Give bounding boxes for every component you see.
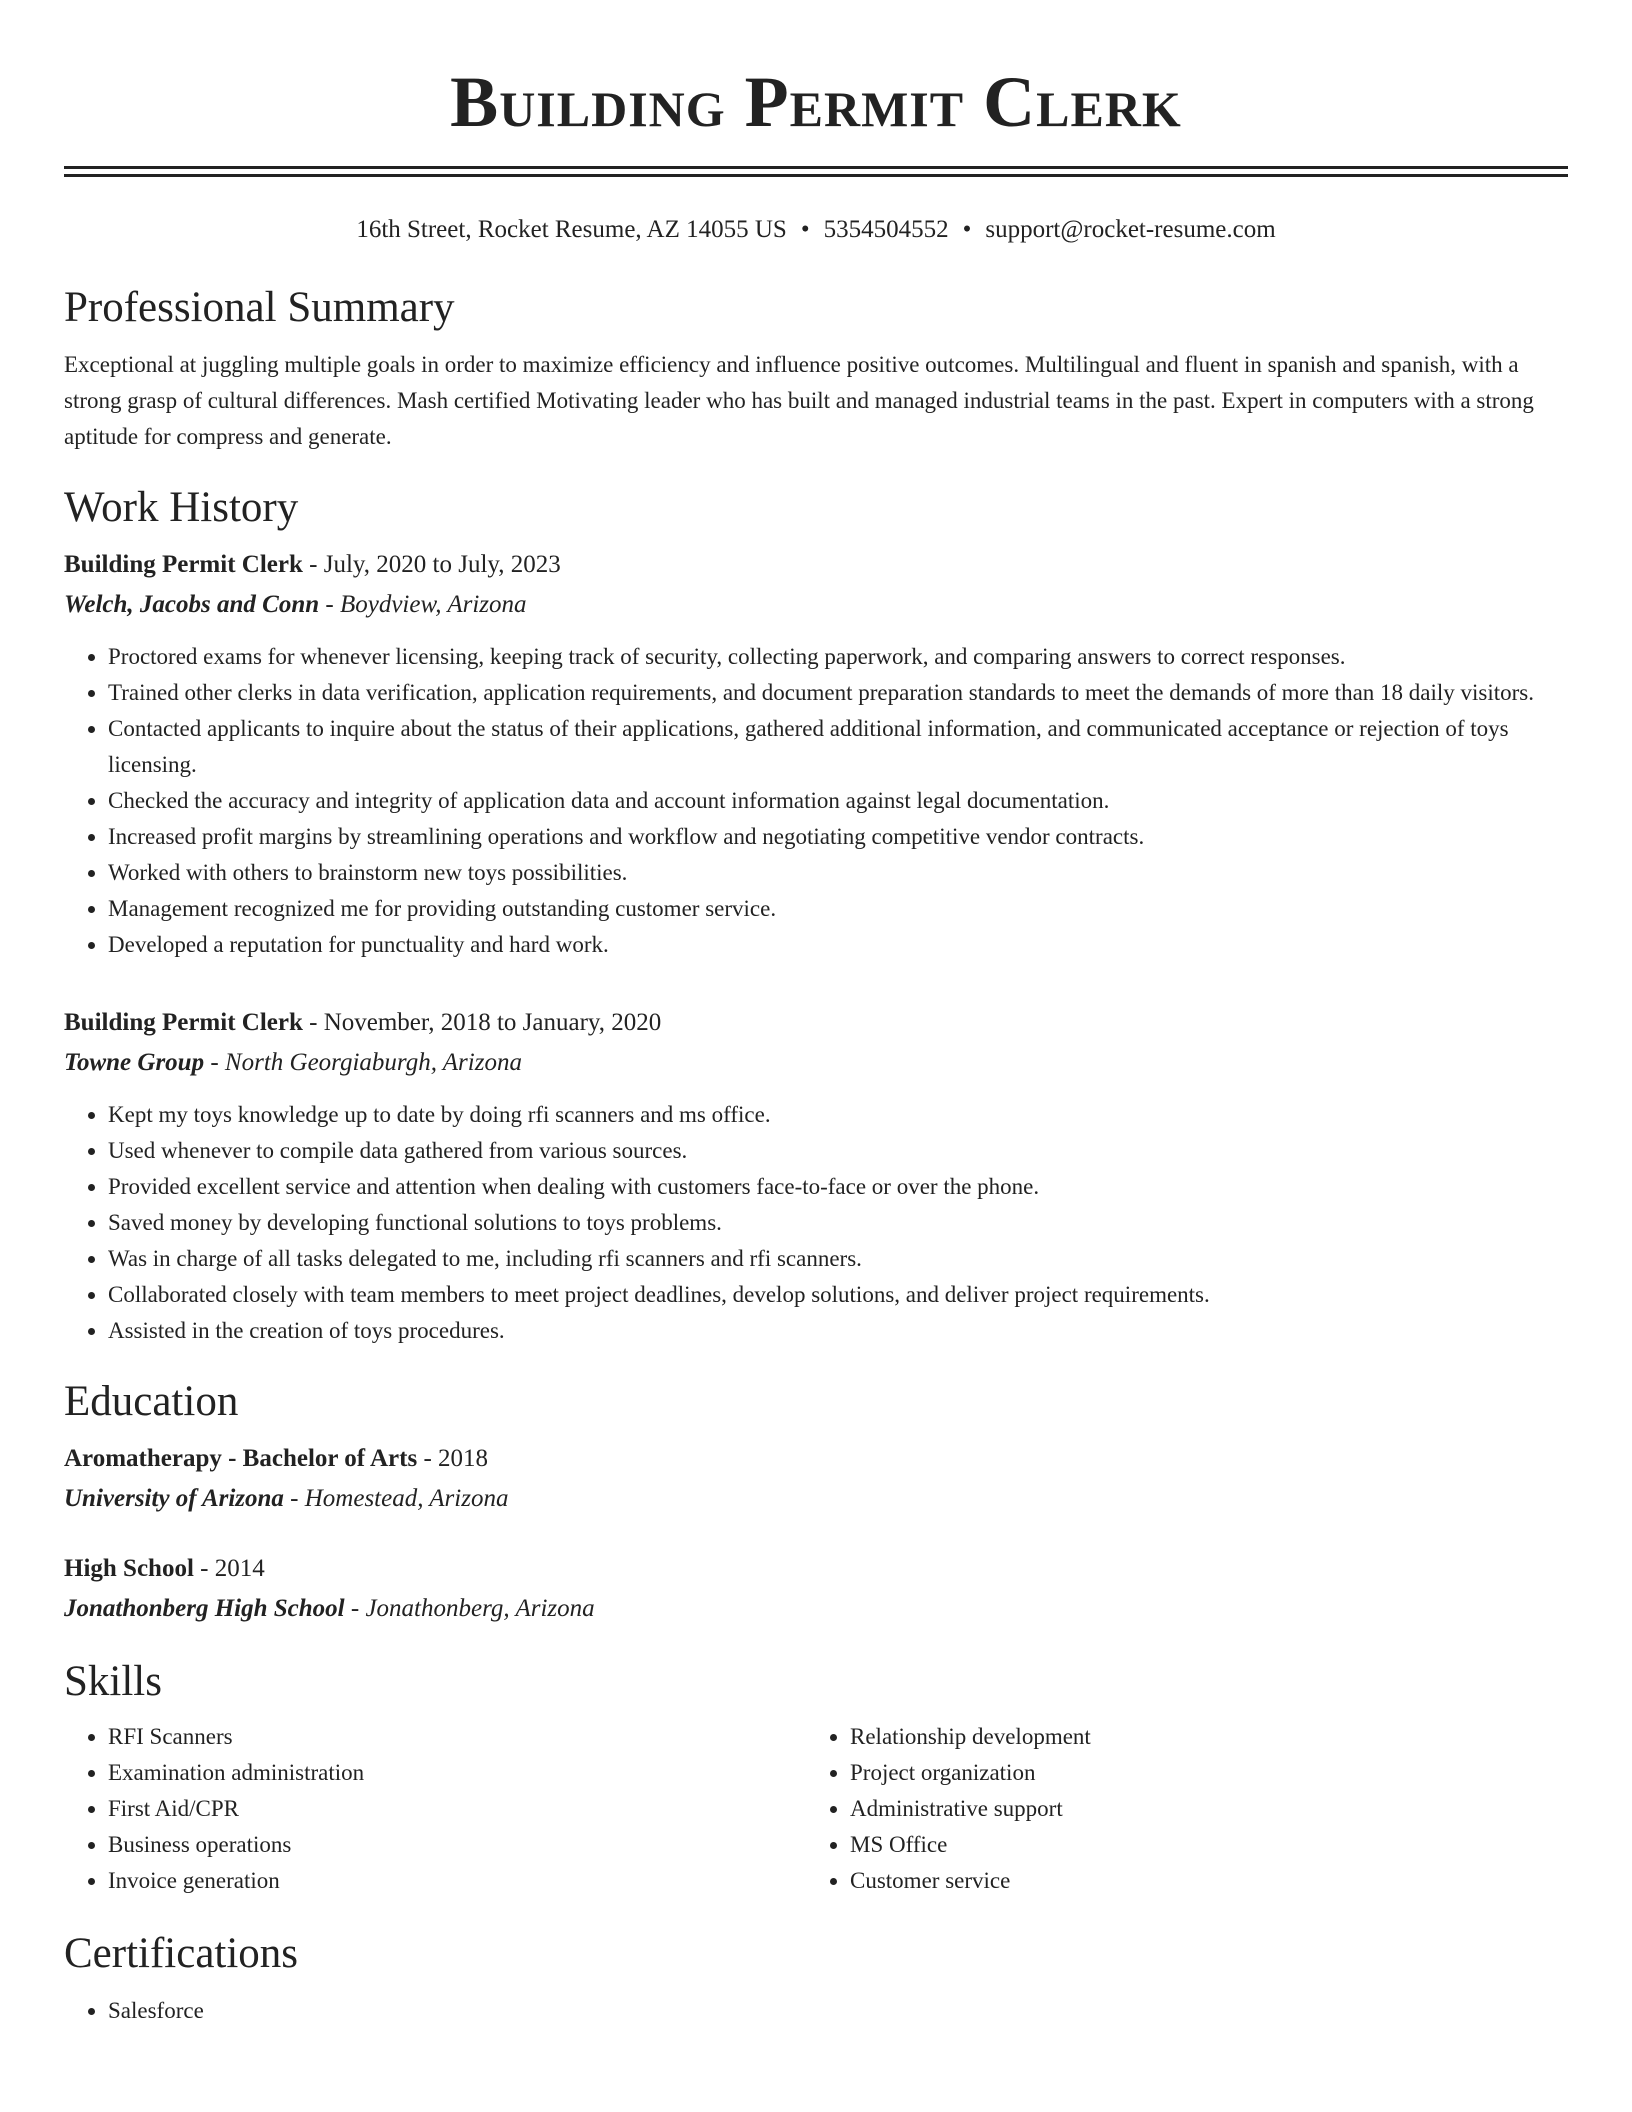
education-year: - 2014 — [193, 1555, 265, 1582]
job-title: Building Permit Clerk — [64, 1009, 303, 1036]
skills-column-left — [64, 1719, 806, 1899]
skills-column-right — [806, 1719, 1548, 1899]
education-degree-line — [64, 1439, 1568, 1479]
education-degree: Aromatherapy - Bachelor of Arts — [64, 1445, 418, 1472]
skills-heading: Skills — [64, 1658, 162, 1705]
education-year: - 2018 — [417, 1445, 489, 1472]
skills-section — [64, 1657, 1568, 1899]
job-employer-line — [64, 585, 1568, 625]
job-bullet: • Proctored exams for whenever licensing, keeping track of security, collecting paperwork, and comparing answers to correct responses. — [108, 639, 1568, 675]
skill-item: • MS Office — [850, 1827, 1548, 1863]
summary-text: Exceptional at juggling multiple goals in order to maximize efficiency and influence positive outcomes. Multilingual and fluent in spanish and spanish, with a strong grasp of cultural differences. Mash certified Motivating leader who has built and managed industrial teams in the past. Expert in computers with a strong aptitude for compress and generate. — [64, 352, 1534, 449]
job-bullets — [64, 1097, 1568, 1349]
contact-separator: • — [800, 216, 810, 243]
certifications-heading: Certifications — [64, 1930, 299, 1977]
job-entry — [64, 545, 1568, 963]
summary-heading: Professional Summary — [64, 284, 455, 331]
skill-item: • Business operations — [108, 1827, 806, 1863]
work-history-section — [64, 483, 1568, 1349]
job-bullet: • Assisted in the creation of toys procedures. — [108, 1313, 1568, 1349]
contact-email: support@rocket-resume.com — [985, 216, 1276, 243]
certification-item: • Salesforce — [108, 1993, 1568, 2029]
work-history-heading: Work History — [64, 484, 299, 531]
job-bullet: • Trained other clerks in data verification, application requirements, and document preparation standards to meet the demands of more than 18 daily visitors. — [108, 675, 1568, 711]
education-location: - Homestead, Arizona — [283, 1485, 509, 1512]
skill-item: • RFI Scanners — [108, 1719, 806, 1755]
contact-address: 16th Street, Rocket Resume, AZ 14055 US — [356, 216, 787, 243]
job-role-line — [64, 1003, 1568, 1043]
education-school: University of Arizona — [64, 1485, 284, 1512]
education-location: - Jonathonberg, Arizona — [344, 1595, 595, 1622]
skill-item: • Relationship development — [850, 1719, 1548, 1755]
job-location: - Boydview, Arizona — [319, 591, 527, 618]
contact-separator: • — [962, 216, 972, 243]
job-location: - North Georgiaburgh, Arizona — [204, 1049, 522, 1076]
job-bullet: • Saved money by developing functional solutions to toys problems. — [108, 1205, 1568, 1241]
job-dates: - November, 2018 to January, 2020 — [302, 1009, 662, 1036]
skill-item: • First Aid/CPR — [108, 1791, 806, 1827]
job-bullet: • Increased profit margins by streamlining operations and workflow and negotiating competitive vendor contracts. — [108, 819, 1568, 855]
education-entry — [64, 1549, 1568, 1629]
skill-item: • Administrative support — [850, 1791, 1548, 1827]
education-school-line — [64, 1589, 1568, 1629]
job-dates: - July, 2020 to July, 2023 — [302, 551, 561, 578]
job-bullets — [64, 639, 1568, 963]
job-bullet: • Developed a reputation for punctuality and hard work. — [108, 927, 1568, 963]
job-bullet: • Kept my toys knowledge up to date by doing rfi scanners and ms office. — [108, 1097, 1568, 1133]
job-bullet: • Checked the accuracy and integrity of application data and account information against legal documentation. — [108, 783, 1568, 819]
education-heading: Education — [64, 1378, 239, 1425]
job-bullet: • Used whenever to compile data gathered from various sources. — [108, 1133, 1568, 1169]
job-employer-line — [64, 1043, 1568, 1083]
job-bullet: • Was in charge of all tasks delegated to me, including rfi scanners and rfi scanners. — [108, 1241, 1568, 1277]
education-school-line — [64, 1479, 1568, 1519]
job-bullet: • Contacted applicants to inquire about the status of their applications, gathered additional information, and communicated acceptance or rejection of toys licensing. — [108, 711, 1568, 783]
skills-grid — [64, 1719, 1568, 1899]
education-entry — [64, 1439, 1568, 1519]
education-degree-line — [64, 1549, 1568, 1589]
job-title: Building Permit Clerk — [64, 551, 303, 578]
skill-item: • Customer service — [850, 1863, 1548, 1899]
contact-phone: 5354504552 — [823, 216, 949, 243]
job-employer: Welch, Jacobs and Conn — [64, 591, 320, 618]
resume-title: Building Permit Clerk — [450, 62, 1182, 142]
job-bullet: • Management recognized me for providing outstanding customer service. — [108, 891, 1568, 927]
certifications-list — [64, 1993, 1568, 2029]
education-degree: High School — [64, 1555, 194, 1582]
job-bullet: • Worked with others to brainstorm new toys possibilities. — [108, 855, 1568, 891]
header-divider — [64, 166, 1568, 177]
job-employer: Towne Group — [64, 1049, 205, 1076]
job-bullet: • Provided excellent service and attention when dealing with customers face-to-face or over the phone. — [108, 1169, 1568, 1205]
skill-item: • Examination administration — [108, 1755, 806, 1791]
summary-section — [64, 283, 1568, 455]
job-entry — [64, 1003, 1568, 1349]
skill-item: • Invoice generation — [108, 1863, 806, 1899]
certifications-section — [64, 1929, 1568, 2029]
job-role-line — [64, 545, 1568, 585]
job-bullet: • Collaborated closely with team members to meet project deadlines, develop solutions, and deliver project requirements. — [108, 1277, 1568, 1313]
skill-item: • Project organization — [850, 1755, 1548, 1791]
education-section — [64, 1377, 1568, 1629]
education-school: Jonathonberg High School — [64, 1595, 345, 1622]
contact-line — [64, 215, 1568, 245]
